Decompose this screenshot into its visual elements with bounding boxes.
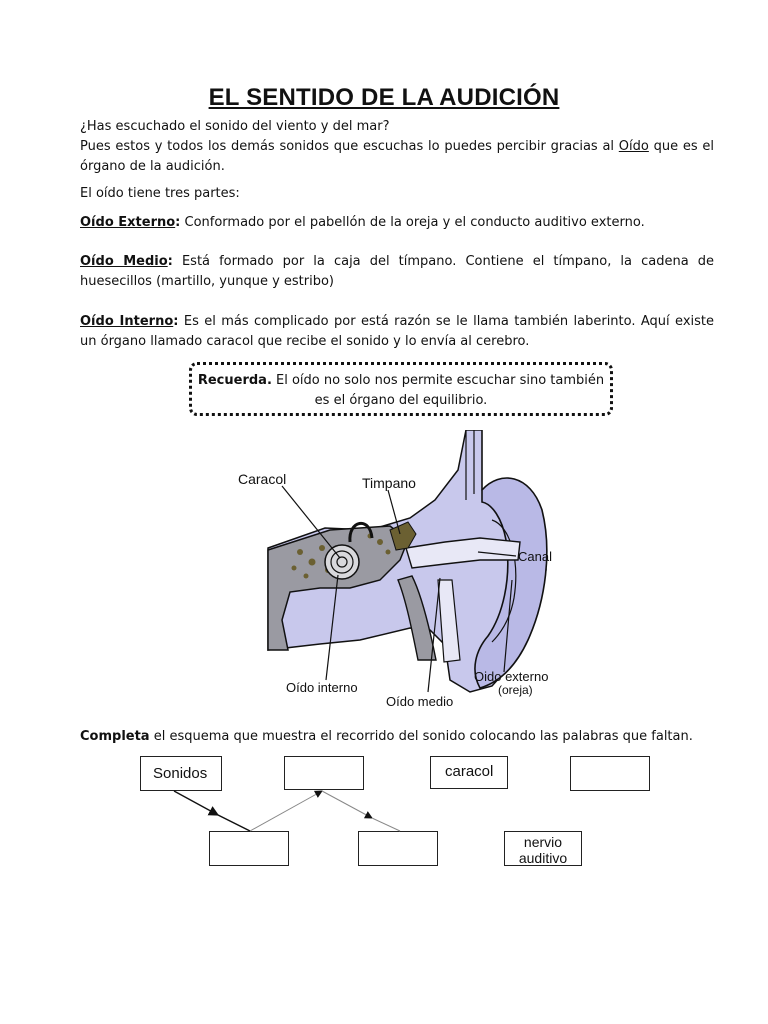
oido-externo-term: Oído Externo xyxy=(80,215,176,230)
colon: : xyxy=(175,215,181,230)
label-caracol: Caracol xyxy=(238,471,287,487)
caracol-label: caracol xyxy=(445,763,494,780)
oido-interno-paragraph xyxy=(80,312,714,352)
completa-instruction xyxy=(80,727,714,747)
blank-box-4[interactable] xyxy=(358,831,438,866)
intro-paragraph xyxy=(80,117,714,177)
nervio-auditivo-box xyxy=(504,831,582,866)
ear-diagram xyxy=(230,430,570,720)
cochlea xyxy=(325,545,359,579)
completa-bold: Completa xyxy=(80,729,150,744)
arrow-down-tail xyxy=(372,818,400,831)
oido-medio-paragraph xyxy=(80,252,714,292)
oido-medio-term: Oído Medio xyxy=(80,254,168,269)
arrow-sonidos-tail xyxy=(218,815,250,831)
label-oreja: (oreja) xyxy=(498,683,533,697)
label-oido-medio: Oído medio xyxy=(386,694,454,709)
oido-word: Oído xyxy=(618,139,649,154)
label-timpano: Timpano xyxy=(362,475,416,491)
arrow-down xyxy=(322,791,372,818)
intro-text-end: que es el órgano de la audición. xyxy=(80,139,714,174)
label-oido-interno: Oído interno xyxy=(286,680,358,695)
oido-interno-term: Oído Interno xyxy=(80,314,174,329)
intro-text: Pues estos y todos los demás sonidos que escuchas lo puedes percibir gracias al xyxy=(80,139,619,154)
recuerda-label: Recuerda. xyxy=(197,373,272,388)
caracol-box xyxy=(430,756,508,789)
completa-text: el esquema que muestra el recorrido del sonido colocando las palabras que faltan. xyxy=(149,729,693,744)
arrow-sonidos xyxy=(174,791,218,815)
arrow-up xyxy=(250,791,322,831)
oido-externo-text: Conformado por el pabellón de la oreja y el conducto auditivo externo. xyxy=(180,215,645,230)
tres-partes-text: El oído tiene tres partes: xyxy=(80,186,240,201)
sonidos-box xyxy=(140,756,222,791)
nervio-line-2: auditivo xyxy=(518,850,568,866)
recuerda-box xyxy=(189,362,613,416)
page-title: EL SENTIDO DE LA AUDICIÓN xyxy=(208,84,560,111)
oido-interno-text: Es el más complicado por está razón se le llama también laberinto. Aquí existe un órgano llamado caracol que recibe el sonido y lo envía al cerebro. xyxy=(80,314,715,349)
label-oido-externo: Oido externo xyxy=(474,669,549,684)
blank-box-2[interactable] xyxy=(570,756,650,791)
intro-line-1: ¿Has escuchado el sonido del viento y del mar? xyxy=(80,119,390,134)
label-canal: Canal xyxy=(518,549,552,564)
colon: : xyxy=(167,254,173,269)
colon: : xyxy=(173,314,179,329)
nervio-line-1: nervio xyxy=(523,834,563,850)
intro-line-2 xyxy=(80,137,714,177)
oido-externo-paragraph xyxy=(80,213,714,233)
recuerda-line-1 xyxy=(192,371,610,391)
recuerda-text-1: El oído no solo nos permite escuchar sino también xyxy=(271,373,605,388)
oido-medio-text: Está formado por la caja del tímpano. Contiene el tímpano, la cadena de huesecillos (martillo, yunque y estribo) xyxy=(80,254,714,289)
recuerda-line-2: es el órgano del equilibrio. xyxy=(314,393,488,408)
sonidos-label: Sonidos xyxy=(153,765,208,782)
blank-box-3[interactable] xyxy=(209,831,289,866)
blank-box-1[interactable] xyxy=(284,756,364,790)
